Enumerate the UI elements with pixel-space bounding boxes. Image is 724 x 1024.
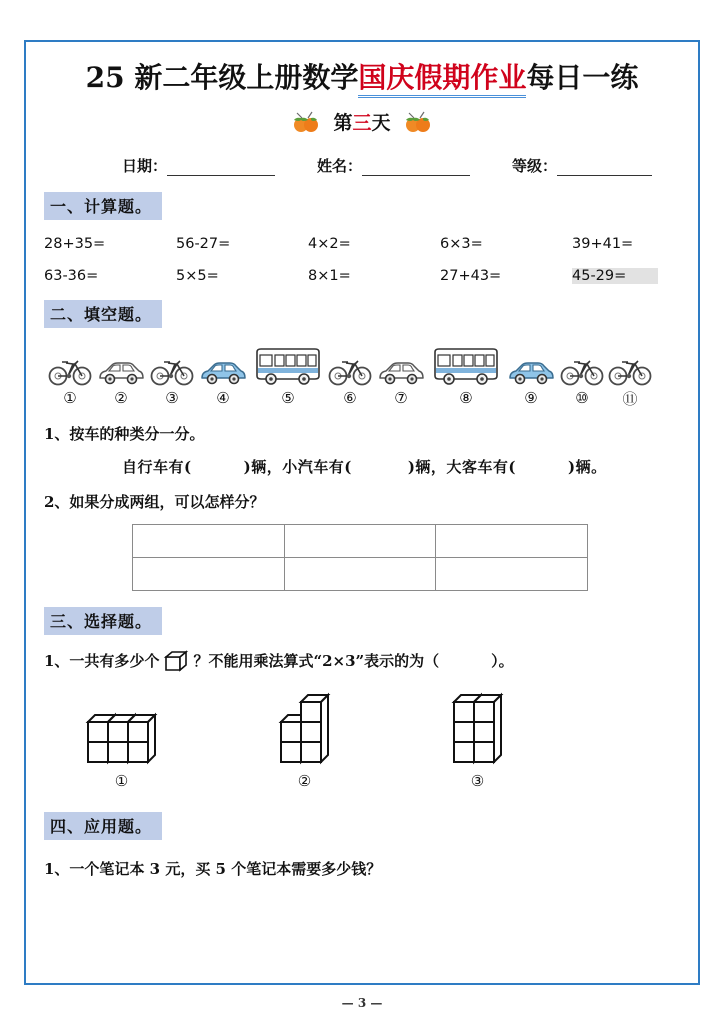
cube-icon xyxy=(163,649,189,677)
vehicle-number-label: ⑧ xyxy=(459,389,473,407)
calc-item[interactable]: 39+41= xyxy=(572,235,634,252)
vehicle-car-white xyxy=(94,356,148,386)
name-label: 姓名： xyxy=(316,156,362,175)
calc-item[interactable]: 6×3= xyxy=(440,235,483,252)
day-suffix: 天 xyxy=(371,112,391,134)
grouping-answer-table xyxy=(132,524,588,591)
persimmon-icon-left xyxy=(291,110,321,139)
vehicle-bicycle xyxy=(558,352,606,386)
vehicle-number-label: ⑨ xyxy=(524,389,538,407)
calc-item[interactable]: 4×2= xyxy=(308,235,351,252)
section-3 xyxy=(44,607,680,635)
section-3-question-1 xyxy=(44,649,680,677)
vehicle-bicycle xyxy=(148,352,196,386)
section-2-heading: 二、填空题。 xyxy=(44,300,162,328)
title-suffix: 每日一练 xyxy=(526,61,639,94)
car-blank-label: )辆，小汽车有( xyxy=(243,457,352,476)
table-cell-blank[interactable] xyxy=(436,524,588,557)
date-label: 日期： xyxy=(121,156,167,175)
section-2-question-1-blanks xyxy=(122,456,680,477)
cube-choice-1[interactable] xyxy=(84,711,159,790)
day-text xyxy=(333,112,390,134)
cube-choice-3[interactable] xyxy=(450,691,505,790)
section-4-heading: 四、应用题。 xyxy=(44,812,162,840)
calc-item[interactable]: 5×5= xyxy=(176,267,219,284)
table-cell-blank[interactable] xyxy=(133,524,285,557)
question-text-part-1: 1、一共有多少个 xyxy=(44,651,160,670)
question-text-part-2: ？不能用乘法算式“2×3”表示的为（ xyxy=(193,651,440,670)
cube-choice-2[interactable] xyxy=(277,691,332,790)
vehicle-number-label: ⑪ xyxy=(622,389,638,408)
table-cell-blank[interactable] xyxy=(436,557,588,590)
vehicle-number-labels xyxy=(44,388,680,409)
cube-choice-label: ③ xyxy=(470,771,485,790)
day-number: 三 xyxy=(352,112,372,134)
question-text-part-3: ）。 xyxy=(491,651,514,670)
grade-field-group xyxy=(512,155,652,176)
vehicle-sequence xyxy=(44,340,680,386)
calc-item[interactable]: 27+43= xyxy=(440,267,502,284)
cube-choice-label: ① xyxy=(114,771,129,790)
section-4 xyxy=(44,812,680,840)
table-row xyxy=(133,557,588,590)
calc-item[interactable]: 63-36= xyxy=(44,267,99,284)
page-footer xyxy=(0,996,724,1010)
table-cell-blank[interactable] xyxy=(284,524,436,557)
table-cell-blank[interactable] xyxy=(284,557,436,590)
bus-blank-suffix: )辆。 xyxy=(568,457,607,476)
vehicle-number-label: ③ xyxy=(165,389,179,407)
vehicle-bicycle xyxy=(326,352,374,386)
section-1 xyxy=(44,192,680,220)
title-prefix: 25 新二年级上册数学 xyxy=(85,61,359,94)
persimmon-icon-right xyxy=(403,110,433,139)
calc-item[interactable]: 8×1= xyxy=(308,267,351,284)
page-title xyxy=(44,56,680,96)
vehicle-bicycle xyxy=(606,352,654,386)
vehicle-bus xyxy=(428,346,504,386)
bicycle-blank-label: 自行车有( xyxy=(122,457,192,476)
vehicle-bus xyxy=(250,346,326,386)
section-2-question-2: 2、如果分成两组，可以怎样分？ xyxy=(44,492,265,511)
cube-choice-row xyxy=(44,691,680,790)
calc-item[interactable]: 28+35= xyxy=(44,235,106,252)
page-number: — 3 — xyxy=(341,996,383,1010)
calc-item[interactable]: 56-27= xyxy=(176,235,231,252)
section-2 xyxy=(44,300,680,328)
section-2-question-1: 1、按车的种类分一分。 xyxy=(44,424,205,443)
date-input-blank[interactable] xyxy=(167,161,275,176)
vehicle-car-blue xyxy=(196,356,250,386)
section-4-question-1: 1、一个笔记本 3 元，买 5 个笔记本需要多少钱？ xyxy=(44,859,382,878)
section-3-heading: 三、选择题。 xyxy=(44,607,162,635)
vehicle-number-label: ⑦ xyxy=(394,389,408,407)
bus-blank-label: )辆，大客车有( xyxy=(407,457,517,476)
name-field-group xyxy=(317,155,508,176)
grade-input-blank[interactable] xyxy=(557,161,652,176)
day-banner xyxy=(44,108,680,139)
vehicle-car-blue xyxy=(504,356,558,386)
vehicle-number-label: ⑤ xyxy=(281,389,295,407)
calc-item-selected[interactable]: 45-29= xyxy=(572,268,658,284)
grade-label: 等级： xyxy=(512,156,558,175)
vehicle-bicycle xyxy=(46,352,94,386)
calc-row-1 xyxy=(44,236,680,252)
worksheet-page xyxy=(24,40,700,985)
vehicle-number-label: ② xyxy=(114,389,128,407)
date-field-group xyxy=(122,155,313,176)
calc-row-2 xyxy=(44,268,680,284)
title-highlight: 国庆假期作业 xyxy=(358,61,526,98)
vehicle-car-white xyxy=(374,356,428,386)
table-cell-blank[interactable] xyxy=(133,557,285,590)
student-info-row xyxy=(44,155,680,176)
vehicle-number-label: ⑩ xyxy=(575,389,589,407)
day-prefix: 第 xyxy=(333,112,353,134)
name-input-blank[interactable] xyxy=(362,161,470,176)
vehicle-number-label: ① xyxy=(63,389,77,407)
cube-choice-label: ② xyxy=(297,771,312,790)
table-row xyxy=(133,524,588,557)
vehicle-number-label: ⑥ xyxy=(343,389,357,407)
section-1-heading: 一、计算题。 xyxy=(44,192,162,220)
vehicle-number-label: ④ xyxy=(216,389,230,407)
